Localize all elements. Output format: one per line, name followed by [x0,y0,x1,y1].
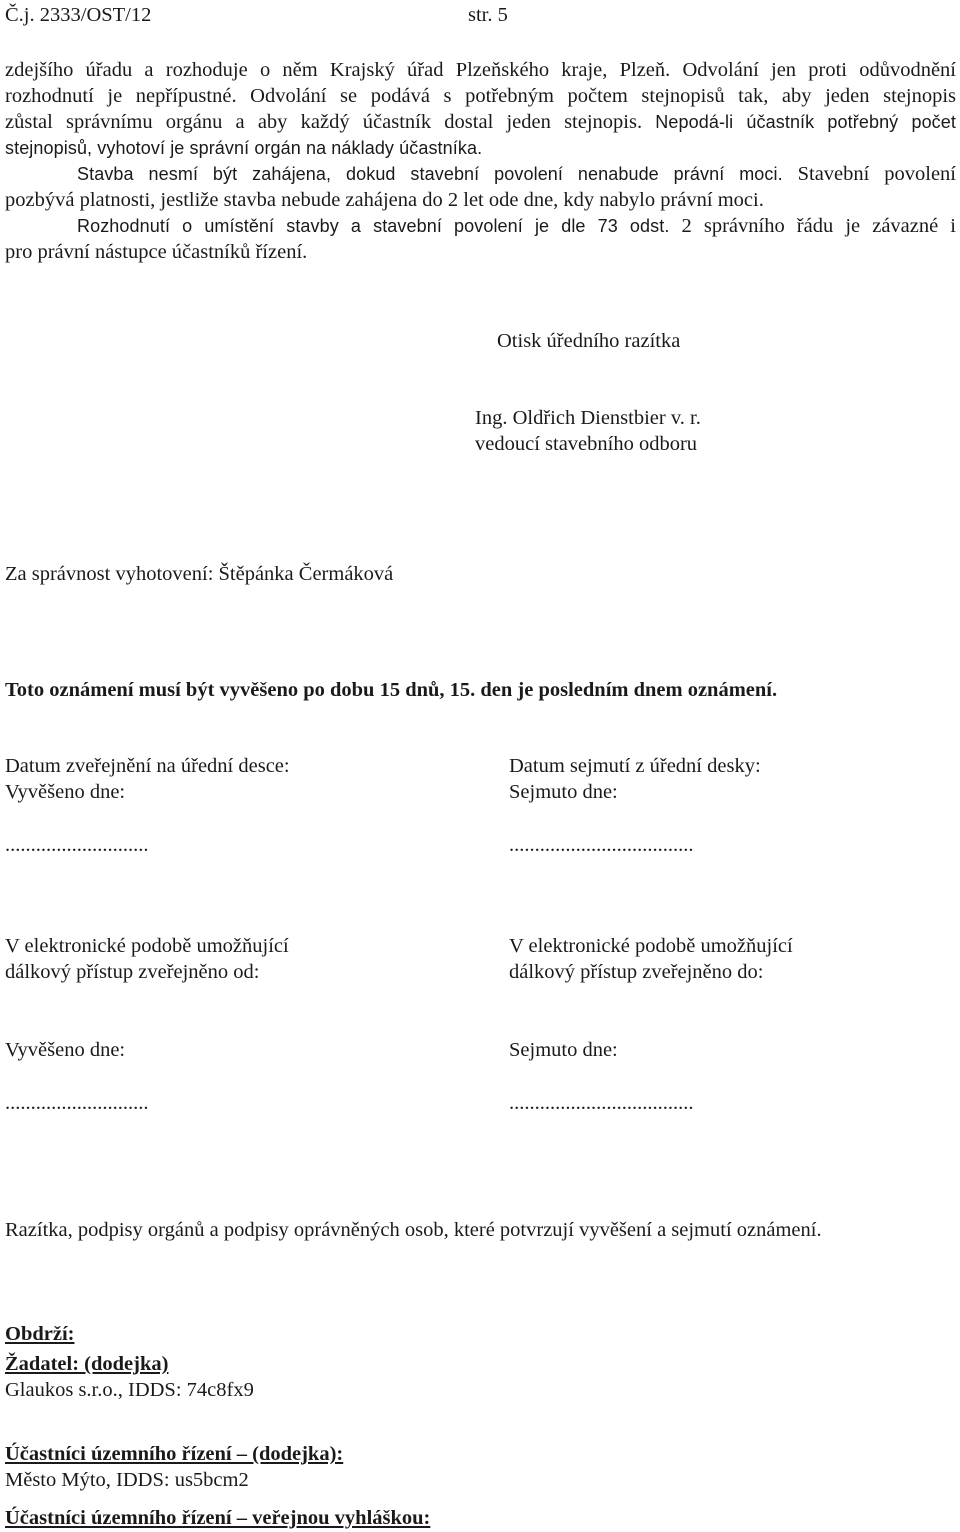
applicant-heading: Žadatel: (dodejka) [5,1353,169,1375]
stamp-label: Otisk úředního razítka [497,330,681,352]
paragraph-line [5,213,956,239]
paragraph-line [5,161,956,187]
paragraph-text: Stavební povolení [797,163,957,185]
publish-date-label: Datum zveřejnění na úřední desce: [5,755,290,777]
posting-notice: Toto oznámení musí být vyvěšeno po dobu 15 dnů, 15. den je posledním dnem oznámení. [5,679,778,701]
signatory-role: vedoucí stavebního odboru [475,433,698,455]
public-participants-heading: Účastníci územního řízení – veřejnou vyhláškou: [5,1507,431,1529]
recipients-heading: Obdrží: [5,1323,75,1345]
posted-date-blank: ............................ [5,834,149,856]
paragraph-line: zdejšího úřadu a rozhoduje o něm Krajský úřad Plzeňského kraje, Plzeň. Odvolání jen proti odůvodnění [5,59,956,81]
paragraph-text: 2 správního řádu je závazné i [681,215,957,237]
removed-date-blank-2: .................................... [509,1092,694,1114]
posted-date-blank-2: ............................ [5,1092,149,1114]
removal-date-label: Datum sejmutí z úřední desky: [509,755,761,777]
participants-heading: Účastníci územního řízení – (dodejka): [5,1443,344,1465]
participant-entry: Město Mýto, IDDS: us5bcm2 [5,1469,249,1491]
removed-date-blank: .................................... [509,834,694,856]
electronic-from-label-2: dálkový přístup zveřejněno od: [5,961,260,983]
posted-date-label-2: Vyvěšeno dne: [5,1039,126,1061]
paragraph-line: stejnopisů, vyhotoví je správní orgán na náklady účastníka. [5,138,483,158]
page-number: str. 5 [468,4,508,26]
electronic-to-label-2: dálkový přístup zveřejněno do: [509,961,764,983]
removed-date-label-2: Sejmuto dne: [509,1039,618,1061]
removed-date-label: Sejmuto dne: [509,781,618,803]
paragraph-line: pro právní nástupce účastníků řízení. [5,241,308,263]
signatory-name: Ing. Oldřich Dienstbier v. r. [475,407,701,429]
document-reference: Č.j. 2333/OST/12 [5,4,152,26]
paragraph-line [5,109,956,135]
electronic-to-label: V elektronické podobě umožňující [509,935,793,957]
paragraph-text-sans: Nepodá-li účastník potřebný počet [655,112,956,132]
paragraph-line: pozbývá platnosti, jestliže stavba nebude zahájena do 2 let ode dne, kdy nabylo právní moci. [5,189,764,211]
applicant-entry: Glaukos s.r.o., IDDS: 74c8fx9 [5,1379,254,1401]
stamps-note: Razítka, podpisy orgánů a podpisy oprávněných osob, které potvrzují vyvěšení a sejmutí oznámení. [5,1219,822,1241]
paragraph-text-sans: Stavba nesmí být zahájena, dokud stavební povolení nenabude právní moci. [77,164,798,184]
correctness-line: Za správnost vyhotovení: Štěpánka Čermáková [5,563,394,585]
posted-date-label: Vyvěšeno dne: [5,781,126,803]
paragraph-text: zůstal správnímu orgánu a aby každý účastník dostal jeden stejnopis. [5,111,656,133]
paragraph-line: rozhodnutí je nepřípustné. Odvolání se podává s potřebným počtem stejnopisů tak, aby jeden stejnopis [5,85,956,107]
electronic-from-label: V elektronické podobě umožňující [5,935,289,957]
paragraph-text-sans: Rozhodnutí o umístění stavby a stavební povolení je dle 73 odst. [77,216,682,236]
